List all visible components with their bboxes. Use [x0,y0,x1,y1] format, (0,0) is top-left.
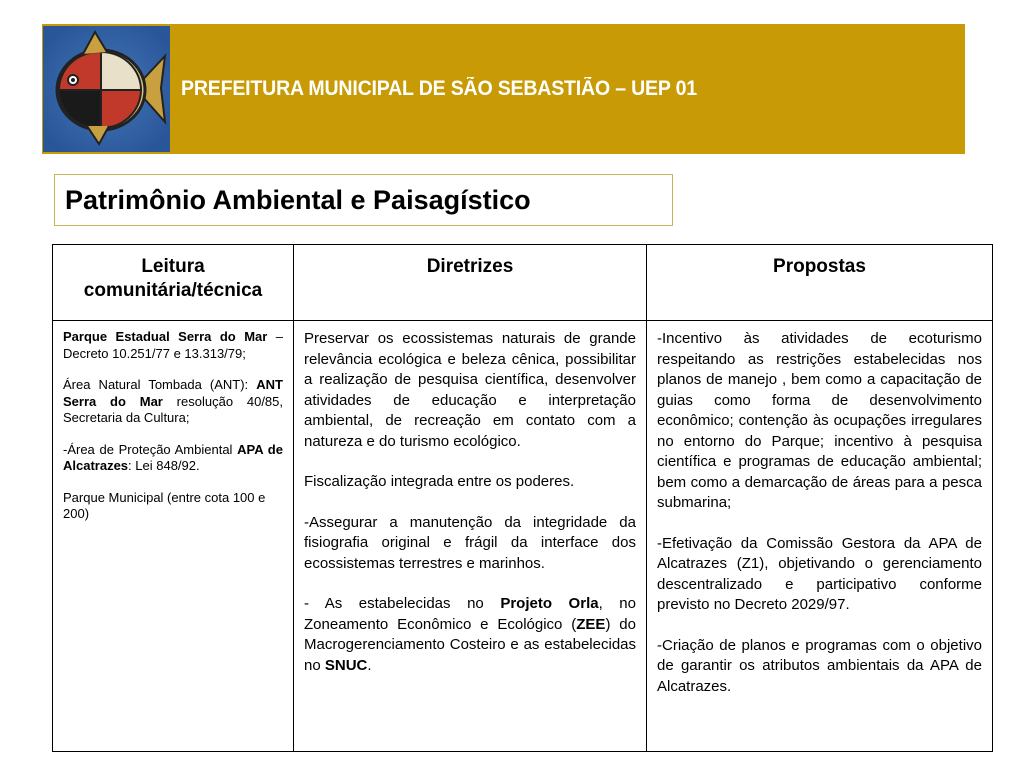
diretriz-item: Preservar os ecossistemas naturais de grande relevância ecológica e beleza cênica, possibilitar a realização de pesquisa científica, desenvolver atividades de educação e interpretação ambiental, de recreação em contato com a natureza e do turismo ecológico. [304,330,636,450]
diretriz-item: Fiscalização integrada entre os poderes. [304,473,575,490]
cell-diretrizes [294,321,647,752]
fish-emblem-icon [43,26,170,152]
diretriz-bold: ZEE [576,615,606,633]
content-table [52,244,993,752]
diretriz-item [304,594,636,676]
cell-leitura [53,321,294,752]
leitura-bold: Parque Estadual Serra do Mar [63,329,268,344]
diretriz-bold: SNUC [324,656,368,674]
proposta-item: -Incentivo às atividades de ecoturismo respeitando as restrições estabelecidas nos planos de manejo , bem como a capacitação de guias como forma de desenvolvimento econômico; contenção às ocupações irregulares no entorno do Parque; incentivo à pesquisa científica e programas de educação ambiental; bem como a demarcação de áreas para a pesca submarina; [657,330,982,511]
section-title: Patrimônio Ambiental e Paisagístico [65,185,531,215]
leitura-text: -Área de Proteção Ambiental [63,441,238,457]
leitura-item [63,329,283,362]
cell-propostas [647,321,993,752]
diretriz-text: - As estabelecidas no [304,595,501,612]
leitura-item [63,490,283,523]
diretriz-item: -Assegurar a manutenção da integridade da fisiografia original e frágil da interface dos ecossistemas terrestres e marinhos. [304,513,636,572]
leitura-bold: APA de Alcatrazes [63,441,283,473]
diretriz-text: . [367,656,372,674]
leitura-item [63,442,283,475]
proposta-item: -Criação de planos e programas com o objetivo de garantir os atributos ambientais da APA de Alcatrazes. [657,636,982,695]
leitura-text: Área Natural Tombada (ANT): [63,377,257,392]
section-title-box [54,174,673,226]
table-row [53,321,993,752]
proposta-item: -Efetivação da Comissão Gestora da APA de Alcatrazes (Z1), objetivando o gerenciamento descentralizado e participativo conforme previsto no Decreto 2029/97. [657,534,982,613]
header-propostas: Propostas [647,245,993,321]
leitura-text: resolução 40/85, Secretaria da Cultura; [63,393,283,425]
header-leitura: Leitura comunitária/técnica [53,245,294,321]
leitura-text: Parque Municipal (entre cota 100 e 200) [63,489,266,521]
leitura-item [63,377,283,427]
leitura-text: – Decreto 10.251/77 e 13.313/79; [63,329,284,361]
diretriz-text: ) do Macrogerenciamento Costeiro e as estabelecidas no [304,615,636,674]
table-header-row [53,245,993,321]
banner-title: PREFEITURA MUNICIPAL DE SÃO SEBASTIÃO – UEP 01 [181,77,697,100]
diretriz-bold: Projeto Orla [500,595,599,612]
header-diretrizes: Diretrizes [294,245,647,321]
leitura-bold: ANT Serra do Mar [63,377,283,409]
diretriz-text: , no Zoneamento Econômico e Ecológico ( [304,595,636,633]
leitura-text: : Lei 848/92. [128,458,200,473]
